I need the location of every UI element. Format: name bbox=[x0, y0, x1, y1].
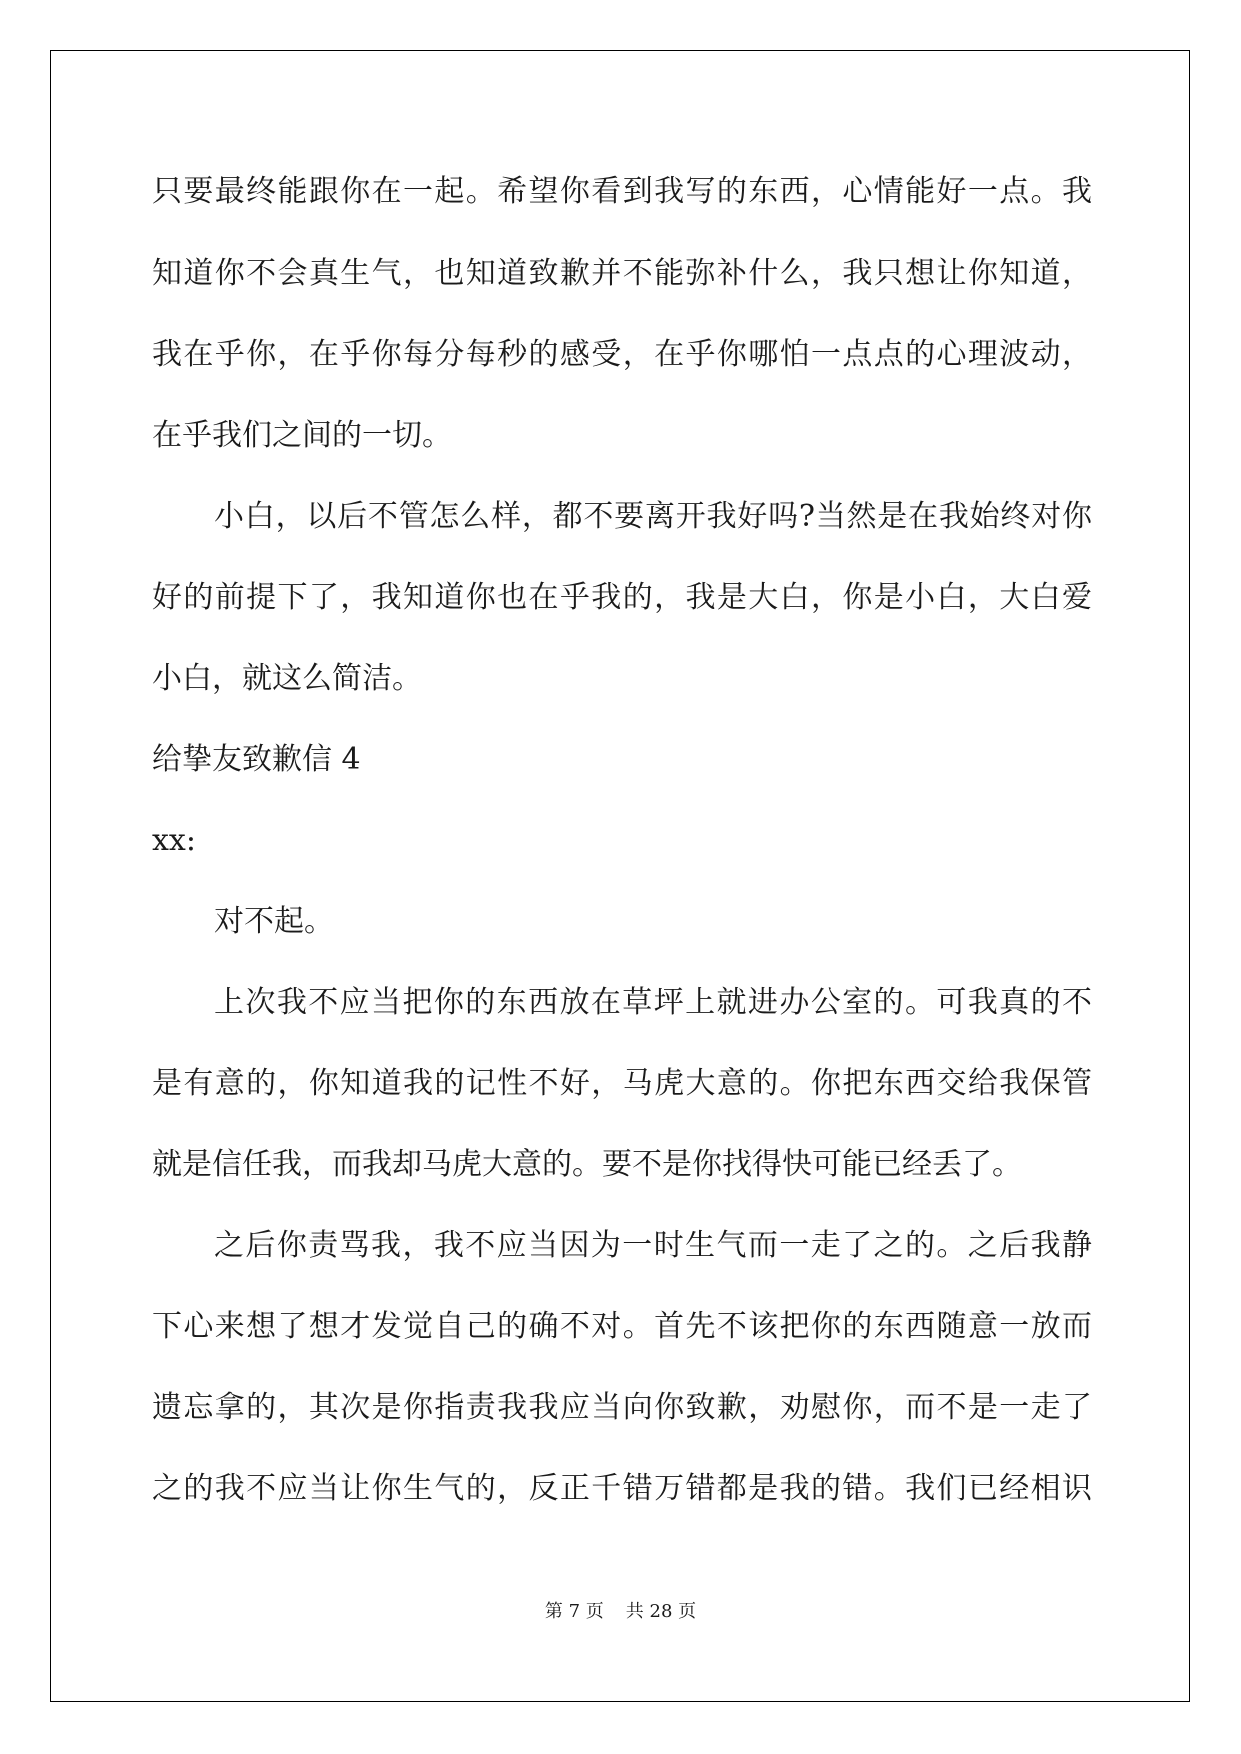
text-line: 好的前提下了，我知道你也在乎我的，我是大白，你是小白，大白爱 bbox=[152, 580, 1092, 615]
text-line: 知道你不会真生气，也知道致歉并不能弥补什么，我只想让你知道， bbox=[152, 256, 1092, 291]
paragraph-first-line: 之后你责骂我，我不应当因为一时生气而一走了之的。之后我静 bbox=[214, 1228, 1092, 1263]
text-line: 在乎我们之间的一切。 bbox=[152, 418, 452, 453]
section-heading: 给挚友致歉信 4 bbox=[152, 742, 361, 777]
text-line: 我在乎你，在乎你每分每秒的感受，在乎你哪怕一点点的心理波动， bbox=[152, 337, 1092, 372]
paragraph-first-line: 对不起。 bbox=[214, 904, 334, 939]
paragraph-first-line: 小白，以后不管怎么样，都不要离开我好吗?当然是在我始终对你 bbox=[214, 499, 1092, 534]
text-line: 之的我不应当让你生气的，反正千错万错都是我的错。我们已经相识 bbox=[152, 1471, 1092, 1506]
paragraph-first-line: 上次我不应当把你的东西放在草坪上就进办公室的。可我真的不 bbox=[214, 985, 1092, 1020]
page-number: 第 7 页 bbox=[544, 1601, 604, 1622]
text-line: 是有意的，你知道我的记性不好，马虎大意的。你把东西交给我保管 bbox=[152, 1066, 1092, 1101]
page-border bbox=[50, 50, 1190, 1702]
text-line: 小白，就这么简洁。 bbox=[152, 661, 422, 696]
page-total: 共 28 页 bbox=[625, 1601, 697, 1622]
text-line: 遗忘拿的，其次是你指责我我应当向你致歉，劝慰你，而不是一走了 bbox=[152, 1390, 1092, 1425]
text-line: 下心来想了想才发觉自己的确不对。首先不该把你的东西随意一放而 bbox=[152, 1309, 1092, 1344]
text-line: 就是信任我，而我却马虎大意的。要不是你找得快可能已经丢了。 bbox=[152, 1147, 1022, 1182]
salutation: xx: bbox=[152, 823, 196, 858]
text-line: 只要最终能跟你在一起。希望你看到我写的东西，心情能好一点。我 bbox=[152, 174, 1092, 209]
page-footer bbox=[0, 1600, 1241, 1624]
